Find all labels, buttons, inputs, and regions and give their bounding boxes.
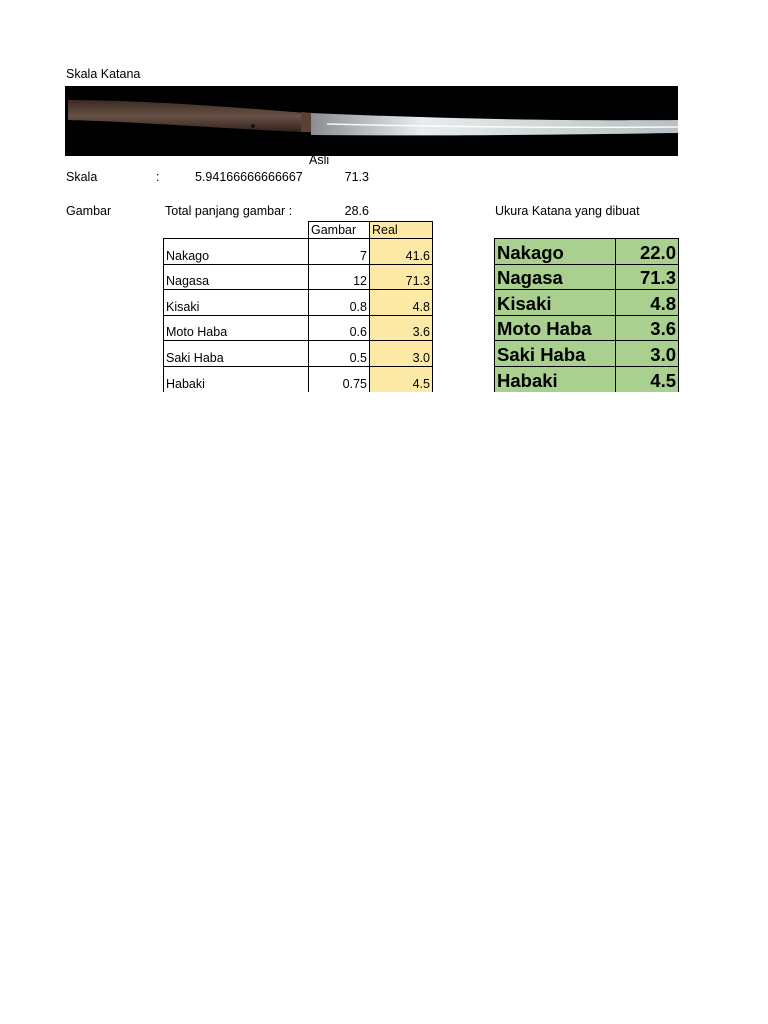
result-part-name: Saki Haba <box>497 343 586 365</box>
real-value: 4.5 <box>412 377 430 391</box>
table-row <box>163 366 433 393</box>
result-value: 4.5 <box>650 370 676 391</box>
result-part-name: Nakago <box>497 241 564 263</box>
result-value: 4.8 <box>650 292 676 314</box>
part-name: Nagasa <box>166 274 210 288</box>
scale-table <box>163 221 433 392</box>
result-part-name: Moto Haba <box>497 318 592 340</box>
asli-value: 71.3 <box>344 170 369 184</box>
part-name: Habaki <box>166 377 205 391</box>
gambar-value: 0.5 <box>349 350 367 365</box>
total-length-value: 28.6 <box>344 204 369 218</box>
result-value: 71.3 <box>639 267 676 289</box>
result-value: 3.6 <box>650 318 676 340</box>
skala-value: 5.94166666666667 <box>195 170 303 184</box>
real-value: 41.6 <box>405 248 430 263</box>
skala-colon: : <box>156 170 160 184</box>
gambar-value: 0.75 <box>342 377 367 391</box>
result-part-name: Nagasa <box>497 267 563 289</box>
header-real: Real <box>369 221 433 238</box>
table-row <box>163 289 433 315</box>
table-row <box>163 315 433 341</box>
gambar-label: Gambar <box>66 204 112 218</box>
katana-image <box>65 86 678 156</box>
sheet-title: Skala Katana <box>66 67 141 81</box>
real-value: 71.3 <box>405 274 430 288</box>
result-table <box>494 238 679 392</box>
asli-label: Asli <box>309 153 330 167</box>
header-gambar: Gambar <box>308 221 369 238</box>
real-value: 3.0 <box>412 350 430 365</box>
result-value: 3.0 <box>650 343 676 365</box>
result-row <box>494 264 679 290</box>
table-row <box>163 238 433 264</box>
part-name: Nakago <box>166 248 210 263</box>
result-row <box>494 315 679 341</box>
result-row <box>494 366 679 392</box>
part-name: Moto Haba <box>166 325 228 339</box>
result-row <box>494 238 679 264</box>
part-name: Saki Haba <box>166 350 224 365</box>
real-value: 4.8 <box>412 299 430 314</box>
real-value: 3.6 <box>412 325 430 339</box>
result-value: 22.0 <box>639 241 676 263</box>
gambar-value: 0.6 <box>349 325 367 339</box>
part-name: Kisaki <box>166 299 200 314</box>
result-part-name: Habaki <box>497 370 558 391</box>
gambar-value: 12 <box>353 274 367 288</box>
result-row <box>494 289 679 315</box>
result-table-title: Ukura Katana yang dibuat <box>495 204 640 218</box>
table-row <box>163 264 433 290</box>
gambar-value: 0.8 <box>349 299 367 314</box>
total-length-label: Total panjang gambar : <box>165 204 293 218</box>
result-row <box>494 340 679 366</box>
table-row <box>163 340 433 366</box>
result-part-name: Kisaki <box>497 292 552 314</box>
gambar-value: 7 <box>360 248 367 263</box>
skala-label: Skala <box>66 170 98 184</box>
